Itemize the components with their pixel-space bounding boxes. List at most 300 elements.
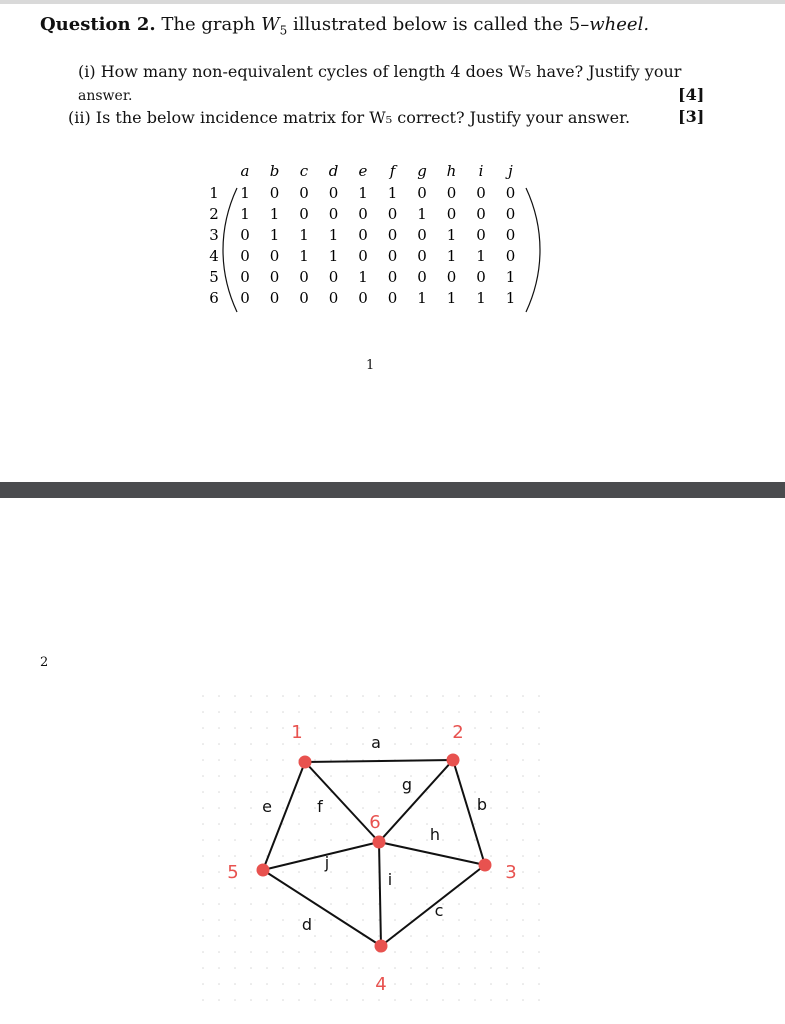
grid-dot <box>522 759 524 761</box>
grid-dot <box>330 967 332 969</box>
grid-dot <box>218 727 220 729</box>
matrix-cell: 1 <box>387 184 398 202</box>
grid-dot <box>538 887 540 889</box>
matrix-cell: 0 <box>505 205 516 223</box>
grid-dot <box>506 855 508 857</box>
grid-dot <box>346 983 348 985</box>
grid-dot <box>202 823 204 825</box>
grid-dot <box>362 695 364 697</box>
grid-dot <box>394 903 396 905</box>
grid-dot <box>394 967 396 969</box>
grid-dot <box>362 807 364 809</box>
grid-dot <box>282 967 284 969</box>
grid-dot <box>538 983 540 985</box>
vertex-label-1: 1 <box>291 722 303 743</box>
matrix-cell: 1 <box>358 268 368 286</box>
grid-dot <box>282 951 284 953</box>
grid-dot <box>426 743 428 745</box>
grid-dot <box>314 695 316 697</box>
question-label: Question 2. <box>40 14 156 35</box>
grid-dot <box>330 871 332 873</box>
matrix-cell: 0 <box>387 289 398 307</box>
vertex-4 <box>375 940 388 953</box>
grid-dot <box>362 983 364 985</box>
grid-dot <box>410 999 412 1001</box>
grid-dot <box>266 823 268 825</box>
edge-label-a: a <box>371 733 381 752</box>
grid-dot <box>378 807 380 809</box>
grid-dot <box>538 743 540 745</box>
matrix-cell: 0 <box>417 268 427 286</box>
grid-dot <box>442 727 444 729</box>
matrix-col-label-g: g <box>417 162 427 180</box>
grid-dot <box>282 791 284 793</box>
grid-dot <box>506 903 508 905</box>
grid-dot <box>298 951 300 953</box>
grid-dot <box>378 967 380 969</box>
matrix-row-label-3: 3 <box>209 226 219 244</box>
edge-label-d: d <box>301 915 313 934</box>
grid-dot <box>458 695 460 697</box>
grid-dot <box>538 903 540 905</box>
grid-dot <box>218 823 220 825</box>
grid-dot <box>522 711 524 713</box>
grid-dot <box>538 711 540 713</box>
grid-dot <box>522 903 524 905</box>
grid-dot <box>522 839 524 841</box>
graph-vertices <box>257 754 492 953</box>
grid-dot <box>362 887 364 889</box>
grid-dot <box>266 967 268 969</box>
grid-dot <box>298 791 300 793</box>
grid-dot <box>234 807 236 809</box>
grid-dot <box>458 951 460 953</box>
grid-dot <box>314 743 316 745</box>
grid-dot <box>378 935 380 937</box>
grid-dot <box>426 807 428 809</box>
grid-dot <box>474 919 476 921</box>
grid-dot <box>346 951 348 953</box>
grid-dot <box>378 775 380 777</box>
grid-dot <box>346 999 348 1001</box>
matrix-cell: 1 <box>269 205 280 223</box>
matrix-cell: 0 <box>299 205 309 223</box>
matrix-cell: 0 <box>240 226 250 244</box>
grid-dot <box>410 823 412 825</box>
grid-dot <box>234 711 236 713</box>
grid-dot <box>314 759 316 761</box>
grid-dot <box>538 759 540 761</box>
matrix-row-label-6: 6 <box>209 289 219 307</box>
part-i-marks: [4] <box>678 85 705 104</box>
matrix-cell: 0 <box>240 289 250 307</box>
grid-dot <box>234 727 236 729</box>
matrix-cell: 1 <box>446 247 457 265</box>
grid-dot <box>458 807 460 809</box>
matrix-cell: 0 <box>299 184 309 202</box>
edge-label-j: j <box>324 853 330 872</box>
matrix-cell: 0 <box>328 184 339 202</box>
grid-dot <box>298 711 300 713</box>
grid-dot <box>266 743 268 745</box>
wheel-word: wheel. <box>589 14 650 35</box>
grid-dot <box>330 951 332 953</box>
matrix-cell: 1 <box>299 226 309 244</box>
edge-label-b: b <box>476 795 488 814</box>
grid-dot <box>202 695 204 697</box>
grid-dot <box>506 919 508 921</box>
grid-dot <box>522 727 524 729</box>
grid-dot <box>202 903 204 905</box>
grid-dot <box>410 871 412 873</box>
grid-dot <box>346 919 348 921</box>
vertex-6 <box>373 836 386 849</box>
matrix-cell: 1 <box>328 226 339 244</box>
grid-dot <box>314 919 316 921</box>
grid-dot <box>202 759 204 761</box>
grid-dot <box>202 919 204 921</box>
grid-dot <box>346 935 348 937</box>
grid-dot <box>266 695 268 697</box>
grid-dot <box>458 935 460 937</box>
grid-dot <box>234 887 236 889</box>
grid-dot <box>266 839 268 841</box>
grid-dot <box>426 887 428 889</box>
grid-dot <box>538 807 540 809</box>
vertex-label-4: 4 <box>375 974 387 995</box>
grid-dot <box>266 759 268 761</box>
grid-dot <box>234 695 236 697</box>
graph-symbol: $W_5$ <box>261 14 288 38</box>
grid-dot <box>410 839 412 841</box>
vertex-5 <box>257 864 270 877</box>
grid-dot <box>218 743 220 745</box>
grid-dot <box>250 967 252 969</box>
edge-a <box>305 760 453 762</box>
grid-dot <box>522 807 524 809</box>
grid-dot <box>442 791 444 793</box>
part-ii-line: (ii) Is the below incidence matrix for W₅ correct? Justify your answer. <box>68 108 631 127</box>
grid-dot <box>426 999 428 1001</box>
grid-dot <box>250 999 252 1001</box>
grid-dot <box>522 823 524 825</box>
grid-dot <box>522 951 524 953</box>
grid-dot <box>474 951 476 953</box>
grid-dot <box>330 823 332 825</box>
grid-dot <box>202 935 204 937</box>
edge-label-h: h <box>429 825 441 844</box>
matrix-col-label-f: f <box>389 162 396 180</box>
grid-dot <box>442 983 444 985</box>
matrix-row-label-2: 2 <box>209 205 219 223</box>
grid-dot <box>362 775 364 777</box>
grid-dot <box>282 935 284 937</box>
grid-dot <box>410 967 412 969</box>
part-ii-marks: [3] <box>678 107 705 126</box>
grid-dot <box>250 711 252 713</box>
grid-dot <box>346 727 348 729</box>
matrix-cell: 0 <box>446 184 457 202</box>
grid-dot <box>314 727 316 729</box>
grid-dot <box>362 839 364 841</box>
question-title <box>40 14 649 38</box>
grid-dot <box>298 999 300 1001</box>
grid-dot <box>538 871 540 873</box>
grid-dot <box>490 951 492 953</box>
matrix-cell: 0 <box>417 184 427 202</box>
grid-dot <box>426 839 428 841</box>
grid-dot <box>410 743 412 745</box>
matrix-cell: 0 <box>476 268 486 286</box>
grid-dot <box>538 695 540 697</box>
grid-dot <box>314 791 316 793</box>
matrix-cell: 1 <box>446 289 457 307</box>
vertex-2 <box>447 754 460 767</box>
grid-dot <box>282 823 284 825</box>
grid-dot <box>202 727 204 729</box>
grid-dot <box>474 935 476 937</box>
matrix-cell: 1 <box>358 184 368 202</box>
graph-svg <box>195 690 545 1010</box>
grid-dot <box>330 775 332 777</box>
grid-dot <box>282 727 284 729</box>
grid-dot <box>314 775 316 777</box>
grid-dot <box>250 935 252 937</box>
grid-dot <box>410 727 412 729</box>
page-number-top: 1 <box>366 358 375 373</box>
grid-dot <box>202 743 204 745</box>
grid-dot <box>426 775 428 777</box>
grid-dot <box>458 823 460 825</box>
matrix-row-label-1: 1 <box>209 184 219 202</box>
grid-dot <box>282 743 284 745</box>
grid-dot <box>442 839 444 841</box>
grid-dot <box>218 775 220 777</box>
matrix-cell: 1 <box>505 289 516 307</box>
edge-label-g: g <box>401 775 413 794</box>
grid-dot <box>314 999 316 1001</box>
matrix-cell: 1 <box>446 226 457 244</box>
grid-dot <box>506 711 508 713</box>
matrix-left-bracket <box>223 188 237 312</box>
grid-dot <box>426 695 428 697</box>
grid-dot <box>362 999 364 1001</box>
grid-dot <box>218 935 220 937</box>
grid-dot <box>474 759 476 761</box>
matrix-col-label-c: c <box>299 162 309 180</box>
grid-dot <box>458 983 460 985</box>
grid-dot <box>202 775 204 777</box>
matrix-cell: 1 <box>240 205 250 223</box>
grid-dot <box>490 999 492 1001</box>
grid-dot <box>362 727 364 729</box>
edge-label-c: c <box>434 901 444 920</box>
grid-dot <box>474 839 476 841</box>
matrix-col-label-e: e <box>358 162 368 180</box>
vertex-1 <box>299 756 312 769</box>
grid-dot <box>362 967 364 969</box>
grid-dot <box>314 807 316 809</box>
grid-dot <box>266 775 268 777</box>
grid-dot <box>330 727 332 729</box>
incidence-matrix <box>190 158 560 330</box>
grid-dot <box>218 807 220 809</box>
grid-dot <box>346 839 348 841</box>
grid-dot <box>394 775 396 777</box>
grid-dot <box>426 935 428 937</box>
grid-dot <box>298 743 300 745</box>
matrix-cell: 0 <box>417 226 427 244</box>
grid-dot <box>218 951 220 953</box>
grid-dot <box>234 983 236 985</box>
grid-dot <box>202 807 204 809</box>
grid-dot <box>538 855 540 857</box>
grid-dot <box>458 999 460 1001</box>
grid-dot <box>330 903 332 905</box>
grid-dot <box>378 695 380 697</box>
matrix-cell: 1 <box>476 247 486 265</box>
grid-dot <box>330 743 332 745</box>
grid-dot <box>218 711 220 713</box>
grid-dot <box>506 743 508 745</box>
grid-dot <box>506 951 508 953</box>
grid-dot <box>298 903 300 905</box>
grid-dot <box>362 855 364 857</box>
vertex-label-6: 6 <box>369 812 381 833</box>
grid-dot <box>234 743 236 745</box>
grid-dot <box>266 951 268 953</box>
matrix-cell: 1 <box>417 205 427 223</box>
grid-dot <box>330 839 332 841</box>
grid-dot <box>474 823 476 825</box>
matrix-cell: 0 <box>328 205 339 223</box>
grid-dot <box>298 823 300 825</box>
grid-dot <box>218 791 220 793</box>
edge-h <box>379 842 485 865</box>
grid-dot <box>250 759 252 761</box>
matrix-cell: 0 <box>269 184 280 202</box>
grid-dot <box>298 807 300 809</box>
grid-dot <box>538 791 540 793</box>
grid-dot <box>538 919 540 921</box>
grid-dot <box>218 855 220 857</box>
vertex-label-5: 5 <box>227 862 239 883</box>
matrix-cell: 0 <box>328 289 339 307</box>
grid-dot <box>362 951 364 953</box>
grid-dot <box>394 999 396 1001</box>
grid-dot <box>538 823 540 825</box>
matrix-cell: 1 <box>476 289 486 307</box>
grid-dot <box>442 775 444 777</box>
grid-dot <box>522 791 524 793</box>
grid-dot <box>330 935 332 937</box>
matrix-cell: 1 <box>299 247 309 265</box>
grid-dot <box>490 871 492 873</box>
grid-dot <box>314 711 316 713</box>
grid-dot <box>282 759 284 761</box>
matrix-right-bracket <box>526 188 540 312</box>
grid-dot <box>202 951 204 953</box>
grid-dot <box>426 951 428 953</box>
matrix-cell: 0 <box>476 184 486 202</box>
grid-dot <box>394 727 396 729</box>
grid-dot <box>522 967 524 969</box>
grid-dot <box>474 743 476 745</box>
matrix-cell: 0 <box>387 205 398 223</box>
grid-dot <box>362 711 364 713</box>
edge-d <box>263 870 381 946</box>
grid-dot <box>426 919 428 921</box>
matrix-cell: 0 <box>358 247 368 265</box>
matrix-cell: 0 <box>505 226 516 244</box>
matrix-col-label-d: d <box>328 162 339 180</box>
graph-edges <box>263 760 488 946</box>
grid-dot <box>250 791 252 793</box>
grid-dot <box>282 983 284 985</box>
grid-dot <box>250 855 252 857</box>
grid-dot <box>266 887 268 889</box>
grid-dot <box>490 839 492 841</box>
matrix-cell: 0 <box>299 289 309 307</box>
question-text-a: The graph <box>161 14 256 35</box>
grid-dot <box>506 695 508 697</box>
grid-dot <box>346 903 348 905</box>
grid-dot <box>250 807 252 809</box>
grid-dot <box>458 871 460 873</box>
grid-dot <box>234 855 236 857</box>
matrix-col-label-h: h <box>446 162 457 180</box>
grid-dot <box>202 839 204 841</box>
vertex-label-3: 3 <box>505 862 517 883</box>
grid-dot <box>234 967 236 969</box>
grid-dot <box>522 983 524 985</box>
part-i-line1: (i) How many non-equivalent cycles of length 4 does W₅ have? Justify your <box>78 62 682 81</box>
matrix-col-label-b: b <box>269 162 280 180</box>
grid-dot <box>474 807 476 809</box>
edge-i <box>379 842 381 946</box>
grid-dot <box>346 743 348 745</box>
grid-dot <box>394 919 396 921</box>
grid-dot <box>490 711 492 713</box>
grid-dot <box>218 759 220 761</box>
grid-dot <box>266 935 268 937</box>
grid-dot <box>410 919 412 921</box>
matrix-cell: 0 <box>269 247 280 265</box>
grid-dot <box>506 727 508 729</box>
grid-dot <box>298 983 300 985</box>
grid-dot <box>458 967 460 969</box>
grid-dot <box>378 999 380 1001</box>
grid-dot <box>282 999 284 1001</box>
grid-dot <box>298 695 300 697</box>
grid-dot <box>234 791 236 793</box>
grid-dot <box>538 839 540 841</box>
grid-dot <box>250 871 252 873</box>
grid-dot <box>330 983 332 985</box>
grid-dot <box>202 967 204 969</box>
grid-dot <box>410 695 412 697</box>
grid-dot <box>474 999 476 1001</box>
grid-dot <box>346 695 348 697</box>
grid-dot <box>250 823 252 825</box>
grid-dot <box>346 887 348 889</box>
grid-dot <box>250 887 252 889</box>
grid-dot <box>522 695 524 697</box>
question-text-b: illustrated below is called the 5 <box>292 14 581 35</box>
grid-dot <box>506 935 508 937</box>
grid-dot <box>458 887 460 889</box>
grid-dot <box>266 903 268 905</box>
